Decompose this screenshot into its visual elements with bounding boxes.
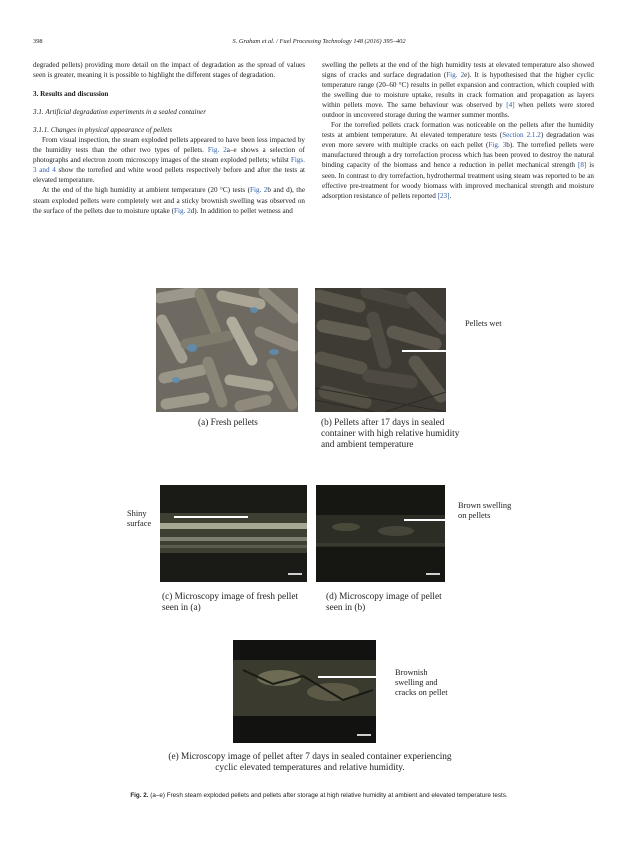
subsection-heading: 3.1. Artificial degradation experiments in a sealed container: [33, 108, 207, 117]
caption-label: Fig. 2.: [130, 792, 149, 799]
reference-link[interactable]: [8]: [577, 161, 587, 170]
paragraph: [33, 185, 305, 215]
section-link[interactable]: Section 2.1.2: [502, 131, 541, 140]
figure-link[interactable]: Fig. 2: [207, 146, 227, 155]
arrow-brown-swelling: [404, 519, 452, 521]
annotation-shiny-surface: Shiny surface: [127, 509, 152, 528]
reference-link[interactable]: [23]: [437, 191, 450, 200]
paragraph: [322, 120, 594, 200]
paragraph: [33, 135, 305, 185]
text: From visual inspection, the steam exploded pellets appeared to have been less impacted by the humidity tests than the other two types of pellets.: [33, 136, 305, 155]
subsubsection-heading: 3.1.1. Changes in physical appearance of pellets: [33, 126, 173, 135]
text: b). The torrefied pellets were manufactured through a dry torrefaction process which has been proved to destroy the natural binding capacity of the biomass and hence a reduction in pellet mechanical strength: [322, 141, 595, 170]
page-number: 398: [33, 38, 43, 45]
paragraph: [322, 60, 594, 120]
caption-text: (a–e) Fresh steam exploded pellets and pellets after storage at high relative humidity at ambient and elevated temperature tests.: [148, 792, 508, 799]
running-header: S. Graham et al. / Fuel Processing Technology 148 (2016) 395–402: [232, 38, 406, 45]
text: swelling the pellets at the end of the high humidity tests at elevated temperature also showed signs of cracks and surface degradation (: [322, 61, 594, 80]
text: For the torrefied pellets crack formation was noticeable on the pellets after the humidity tests at ambient temperature. At elevated temperature tests (: [322, 121, 594, 140]
text: b and d), the steam exploded pellets were completely wet and a sticky brownish swelling was observed on the surface of the pellets due to moisture uptake (: [33, 186, 305, 215]
photo-fresh-pellets: [156, 288, 298, 412]
text: is seen. In contrast to dry torrefaction, hydrothermal treatment using steam was reported to be an effective pre-treatment for woody biomass with improved mechanical strength and moisture adsorption resistance of pellets reported: [322, 161, 594, 200]
reference-link[interactable]: [4]: [506, 101, 515, 110]
microscopy-c-illustration: [160, 485, 307, 582]
annotation-brown-swelling: Brown swelling on pellets: [458, 501, 512, 520]
arrow-shiny-surface: [174, 516, 248, 518]
panel-label-c: (c) Microscopy image of fresh pellet seen in (a): [162, 592, 299, 613]
microscopy-wet-pellet: [316, 485, 445, 582]
arrow-brownish-swelling: [318, 676, 388, 678]
arrow-pellets-wet: [402, 350, 458, 352]
annotation-pellets-wet: Pellets wet: [465, 319, 502, 328]
text: At the end of the high humidity at ambient temperature (20 °C) tests (: [42, 186, 250, 195]
text: ) degradation was even more severe with multiple cracks on each pellet (: [322, 131, 594, 150]
figure-caption: [0, 792, 638, 799]
figure-link[interactable]: Fig. 3: [488, 141, 507, 150]
microscopy-e-illustration: [233, 640, 376, 743]
paragraph: degraded pellets) providing more detail on the impact of degradation as the spread of values seen is greater, meaning it is possible to highlight the different stages of degradation.: [33, 61, 305, 80]
section-heading: 3. Results and discussion: [33, 90, 109, 99]
text: show the torrefied and white wood pellets respectively before and after the tests at elevated temperature.: [33, 166, 306, 185]
pellets-illustration: [156, 288, 298, 412]
text: .: [449, 191, 452, 200]
figure-link[interactable]: Fig. 2: [446, 71, 465, 80]
figure-link[interactable]: Fig. 2: [173, 206, 191, 215]
microscopy-d-illustration: [316, 485, 445, 582]
text: a–e shows a selection of photographs and electron zoom microscopy images of the steam exploded pellets; whilst: [33, 146, 306, 165]
microscopy-fresh-pellet: [160, 485, 307, 582]
panel-label-e: (e) Microscopy image of pellet after 7 days in sealed container experiencing cyclic elevated temperatures and relative humidity.: [168, 752, 452, 773]
right-column: [322, 60, 594, 201]
panel-label-a: (a) Fresh pellets: [198, 418, 258, 428]
panel-label-b: (b) Pellets after 17 days in sealed container with high relative humidity and ambient temperature: [321, 418, 460, 450]
text: d). In addition to pellet wetness and: [190, 206, 293, 215]
figure-link[interactable]: Fig. 2: [249, 186, 268, 195]
annotation-brownish-swelling: Brownish swelling and cracks on pellet: [395, 668, 448, 697]
microscopy-degraded-pellet: [233, 640, 376, 743]
text: e). It is hypothesised that the higher cyclic temperature range (20–60 °C) results in pellet expansion and contraction, which coupled with the swelling due to moisture uptake, results in crack formation and propagation as layers within pellets move. The same behaviour was observed by: [322, 71, 594, 110]
figure-link[interactable]: Figs. 3 and 4: [33, 156, 305, 175]
left-column: [33, 60, 305, 216]
text: when pellets were stored outdoor in uncovered storage during the warmer summer months.: [322, 101, 594, 120]
panel-label-d: (d) Microscopy image of pellet seen in (b): [326, 592, 442, 613]
